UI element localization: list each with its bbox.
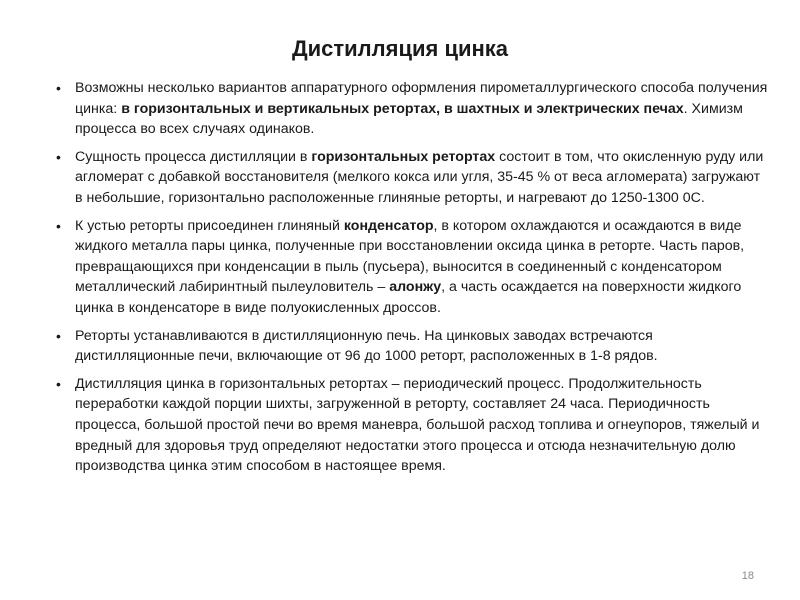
text-run: . Химизм процесса во всех случаях одинаков. [75,100,743,138]
text-run: , а часть осаждается на поверхности жидкого цинка в конденсаторе в виде полуокисленных дроссов. [75,279,742,316]
text-run: Возможны несколько вариантов аппаратурного оформления пирометаллургического способа получения цинка: [75,80,768,117]
text-run: Дистилляция цинка в горизонтальных ретортах – периодический процесс. Продолжительность переработки каждой порции шихты, загруженной в реторту, составляет 24 часа. Периодичность процесса, большой простой печи во время маневра, большой расход топлива и огнеупоров, тяжелый и вредный для здоровья труд определяют недостатки этого процесса и отсюда незначительную долю производства цинка этим способом в настоящее время. [75,375,760,475]
text-run: К устью реторты присоединен глиняный [75,217,344,234]
bullet-text [75,218,744,316]
slide-title: Дистилляция цинка [291,36,509,61]
bullet-dot-icon: • [56,217,61,234]
page-number: 18 [741,570,754,582]
text-run: состоит в том, что окисленную руду или агломерат с добавкой восстановителя (мелкого кокса или угля, 35-45 % от веса агломерата) загружают в небольшие, горизонтально расположенные глиняные реторты, и нагревают до 1250-1300 0С. [75,148,764,206]
bullet-item [56,216,768,319]
bullet-text [75,328,658,365]
text-run: Сущность процесса дистилляции в [75,148,312,165]
bullet-text [75,149,763,206]
bullet-dot-icon: • [56,148,61,165]
text-run: , в котором охлаждаются и осаждаются в виде жидкого металла пары цинка, полученные при восстановлении оксида цинка в реторте. Часть паров, превращающихся при конденсации в пыль (пусьера), выносится в соединенный с конденсатором металлический лабиринтный пылеуловитель – [75,217,745,296]
bullet-item [56,147,768,209]
text-run: Реторты устанавливаются в дистилляционную печь. На цинковых заводах встречаются дистилляционные печи, включающие от 96 до 1000 реторт, расположенных в 1-8 рядов. [75,327,658,365]
bullet-text [75,376,759,474]
emphasis-run: алонжу [389,279,442,296]
bullet-item [56,78,768,140]
bullet-text [75,80,767,137]
emphasis-run: горизонтальных ретортах [311,148,496,165]
emphasis-run: в горизонтальных и вертикальных ретортах, в шахтных и электрических печах [121,100,684,117]
bullet-item [56,374,768,477]
bullet-list [56,78,768,484]
bullet-dot-icon: • [56,375,61,392]
bullet-dot-icon: • [56,80,61,96]
bullet-item [56,326,768,367]
emphasis-run: конденсатор [343,217,434,234]
bullet-dot-icon: • [56,327,61,344]
